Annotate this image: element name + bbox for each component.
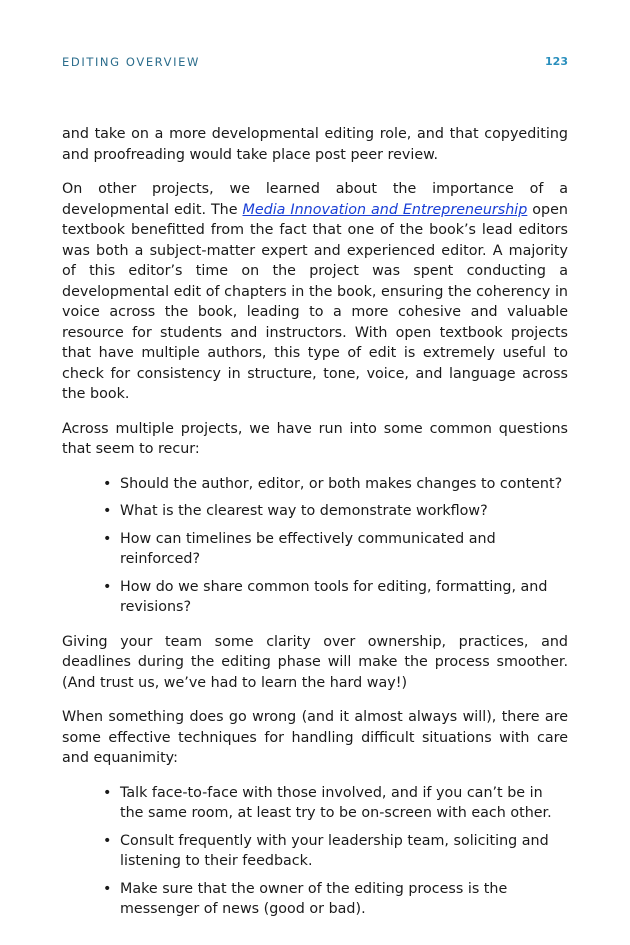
list-item: • How can timelines be effectively communicated and reinforced?: [120, 529, 568, 570]
list-item: • What is the clearest way to demonstrate workflow?: [120, 501, 568, 522]
paragraph: When something does go wrong (and it almost always will), there are some effective techniques for handling difficult situations with care and equanimity:: [62, 709, 568, 766]
paragraph: and take on a more developmental editing role, and that copyediting and proofreading would take place post peer review.: [62, 126, 568, 163]
list-item: • Consult frequently with your leadership team, soliciting and listening to their feedback.: [120, 831, 568, 872]
list-item: • Talk face-to-face with those involved, and if you can’t be in the same room, at least try to be on-screen with each other.: [120, 783, 568, 824]
paragraph-with-link: [62, 179, 568, 405]
body-text: [62, 124, 568, 934]
paragraph: Across multiple projects, we have run into some common questions that seem to recur:: [62, 420, 568, 457]
list-item: • How do we share common tools for editing, formatting, and revisions?: [120, 577, 568, 618]
paragraph: Giving your team some clarity over ownership, practices, and deadlines during the editing phase will make the process smoother. (And trust us, we’ve had to learn the hard way!): [62, 633, 568, 691]
techniques-list: [62, 783, 568, 920]
list-item: • Should the author, editor, or both makes changes to content?: [120, 474, 568, 495]
paragraph-text: On other projects, we learned about the importance of a developmental edit. The: [62, 181, 568, 218]
list-item: • Make sure that the owner of the editing process is the messenger of news (good or bad).: [120, 879, 568, 920]
section-title: EDITING OVERVIEW: [62, 55, 200, 69]
paragraph-text: open textbook benefitted from the fact that one of the book’s lead editors was both a subject-matter expert and experienced editor. A majority of this editor’s time on the project was spent conducting a developmental edit of chapters in the book, ensuring the coherency in voice across the book, leading to a more cohesive and valuable resource for students and instructors. With open textbook projects that have multiple authors, this type of edit is extremely useful to check for consistency in structure, tone, voice, and language across the book.: [62, 201, 568, 402]
media-innovation-textbook-link[interactable]: Media Innovation and Entrepreneurship: [242, 201, 528, 218]
questions-list: [62, 474, 568, 618]
page-number: 123: [545, 55, 568, 68]
running-header: [62, 55, 568, 71]
